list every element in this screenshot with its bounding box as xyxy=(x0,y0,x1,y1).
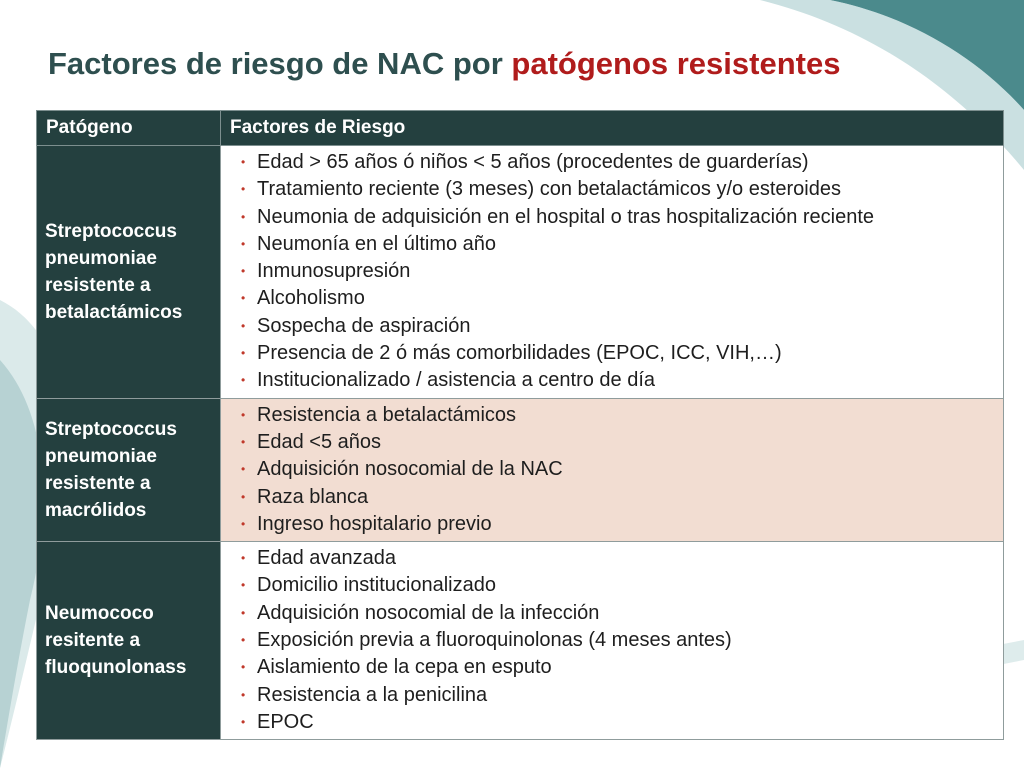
bullet-icon: • xyxy=(241,687,246,702)
bullet-icon: • xyxy=(241,236,246,251)
factor-text: Aislamiento de la cepa en esputo xyxy=(257,656,552,679)
factor-text: EPOC xyxy=(257,710,314,733)
bullet-icon: • xyxy=(241,660,246,675)
pathogen-line: fluoqunolonass xyxy=(45,657,187,679)
factor-text: Adquisición nosocomial de la infección xyxy=(257,601,600,624)
bullet-icon: • xyxy=(241,155,246,169)
pathogen-line: resistente a xyxy=(45,472,151,494)
factor-list xyxy=(241,402,995,538)
bullet-icon: • xyxy=(241,714,246,729)
pathogen-line: Streptococcus xyxy=(45,418,177,440)
list-item xyxy=(241,709,995,736)
pathogen-line: Streptococcus xyxy=(45,220,177,242)
list-item xyxy=(241,231,995,258)
bullet-icon: • xyxy=(241,605,246,620)
pathogen-cell xyxy=(37,398,221,541)
factors-cell xyxy=(221,398,1004,541)
factors-cell xyxy=(221,542,1004,740)
list-item xyxy=(241,402,995,429)
table-header-row xyxy=(37,111,1004,146)
factor-text: Edad > 65 años ó niños < 5 años (procedentes de guarderías) xyxy=(257,151,809,173)
title-prefix: Factores de riesgo de NAC por xyxy=(48,46,512,81)
factor-text: Raza blanca xyxy=(257,485,369,508)
factor-text: Domicilio institucionalizado xyxy=(257,574,496,597)
factors-cell xyxy=(221,146,1004,399)
pathogen-line: resitente a xyxy=(45,630,141,652)
bullet-icon: • xyxy=(241,209,246,224)
factor-text: Edad avanzada xyxy=(257,547,397,570)
header-pathogen: Patógeno xyxy=(37,111,221,146)
list-item xyxy=(241,654,995,681)
slide-title xyxy=(48,46,840,82)
factor-text: Exposición previa a fluoroquinolonas (4 meses antes) xyxy=(257,629,732,652)
header-risk-factors: Factores de Riesgo xyxy=(221,111,1004,146)
factor-text: Neumonia de adquisición en el hospital o tras hospitalización reciente xyxy=(257,205,875,228)
list-item xyxy=(241,258,995,285)
list-item xyxy=(241,572,995,599)
title-highlight: patógenos resistentes xyxy=(511,46,841,81)
bullet-icon: • xyxy=(241,373,246,388)
factor-list xyxy=(241,149,995,395)
bullet-icon: • xyxy=(241,182,246,197)
factor-text: Sospecha de aspiración xyxy=(257,314,471,337)
pathogen-line: macrólidos xyxy=(45,499,147,521)
list-item xyxy=(241,511,995,538)
factor-text: Ingreso hospitalario previo xyxy=(257,512,492,535)
factor-text: Resistencia a betalactámicos xyxy=(257,403,517,426)
bullet-icon: • xyxy=(241,489,246,504)
table-row xyxy=(37,398,1004,541)
factor-text: Tratamiento reciente (3 meses) con betalactámicos y/o esteroides xyxy=(257,178,841,201)
bullet-icon: • xyxy=(241,516,246,531)
factor-text: Alcoholismo xyxy=(257,287,365,310)
bullet-icon: • xyxy=(241,578,246,593)
list-item xyxy=(241,367,995,394)
risk-factors-table xyxy=(36,110,1004,740)
pathogen-line: resistente a xyxy=(45,274,151,296)
pathogen-cell xyxy=(37,146,221,399)
table-row xyxy=(37,542,1004,740)
factor-text: Edad <5 años xyxy=(257,430,381,453)
list-item xyxy=(241,682,995,709)
list-item xyxy=(241,176,995,203)
factor-list xyxy=(241,545,995,736)
factor-text: Neumonía en el último año xyxy=(257,232,497,255)
bullet-icon: • xyxy=(241,551,246,566)
list-item xyxy=(241,340,995,367)
bullet-icon: • xyxy=(241,264,246,279)
bullet-icon: • xyxy=(241,434,246,449)
bullet-icon: • xyxy=(241,318,246,333)
bullet-icon: • xyxy=(241,407,246,422)
factor-text: Adquisición nosocomial de la NAC xyxy=(257,458,563,481)
pathogen-cell xyxy=(37,542,221,740)
list-item xyxy=(241,484,995,511)
list-item xyxy=(241,204,995,231)
bullet-icon: • xyxy=(241,291,246,306)
bullet-icon: • xyxy=(241,346,246,361)
pathogen-line: pneumoniae xyxy=(45,247,157,269)
pathogen-line: pneumoniae xyxy=(45,445,157,467)
list-item xyxy=(241,285,995,312)
bullet-icon: • xyxy=(241,633,246,648)
factor-text: Resistencia a la penicilina xyxy=(257,683,488,706)
factor-text: Presencia de 2 ó más comorbilidades (EPOC, ICC, VIH,…) xyxy=(257,342,782,365)
pathogen-line: betalactámicos xyxy=(45,301,183,323)
list-item xyxy=(241,149,995,176)
list-item xyxy=(241,545,995,572)
factor-text: Institucionalizado / asistencia a centro de día xyxy=(257,369,656,392)
factor-text: Inmunosupresión xyxy=(257,260,411,283)
list-item xyxy=(241,600,995,627)
list-item xyxy=(241,429,995,456)
pathogen-line: Neumococo xyxy=(45,603,154,625)
list-item xyxy=(241,313,995,340)
list-item xyxy=(241,456,995,483)
table-row xyxy=(37,146,1004,399)
list-item xyxy=(241,627,995,654)
bullet-icon: • xyxy=(241,462,246,477)
